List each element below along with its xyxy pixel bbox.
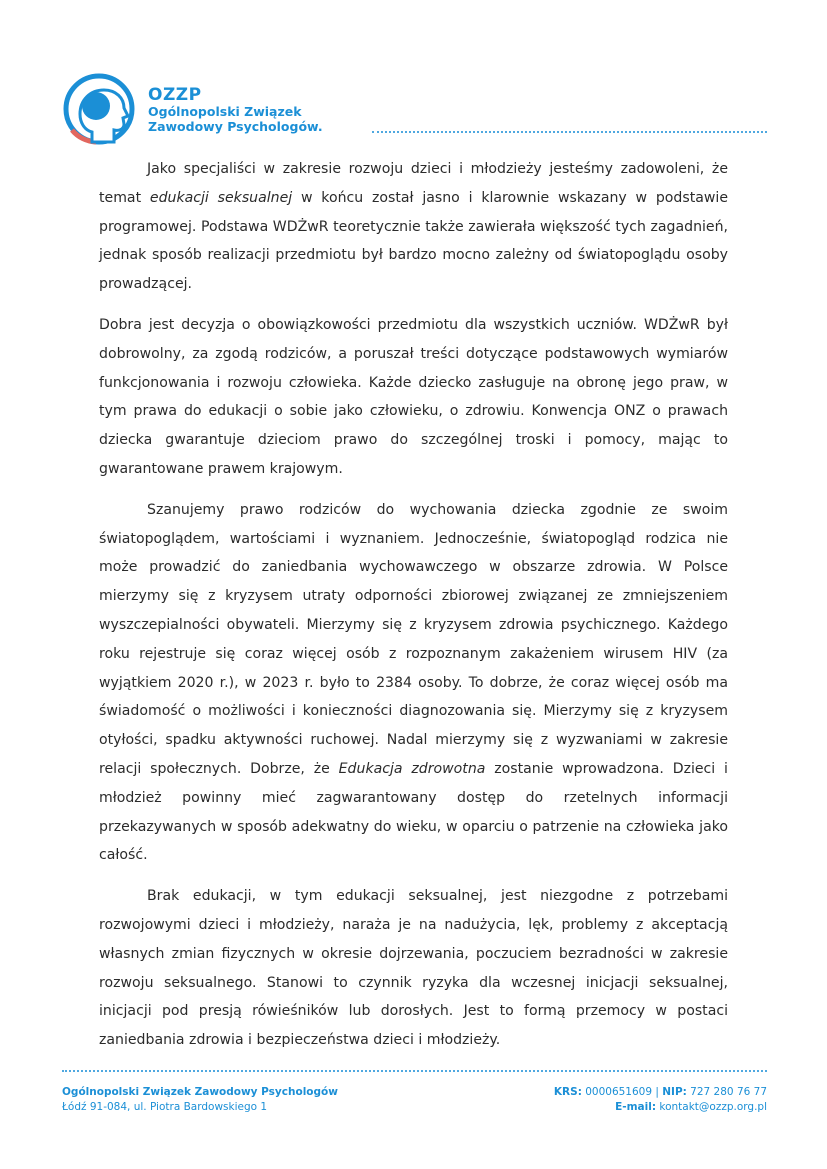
footer-registration xyxy=(554,1085,767,1100)
org-header xyxy=(148,86,323,134)
paragraph-1-emphasis: edukacji seksualnej xyxy=(149,189,293,206)
footer-org-name: Ogólnopolski Związek Zawodowy Psychologów xyxy=(62,1086,338,1098)
nip-value: 727 280 76 77 xyxy=(686,1086,767,1098)
org-name-line1: Ogólnopolski Związek xyxy=(148,104,302,119)
paragraph-3-part-b: zostanie wprowadzona. Dzieci i młodzież powinny mieć zagwarantowany dostęp do rzetelnych informacji przekazywanych w sposób adekwatny do wieku, w oparciu o patrzenie na człowieka jako całość. xyxy=(99,760,728,864)
head-profile-logo-icon xyxy=(62,72,136,146)
paragraph-3 xyxy=(99,496,728,870)
krs-value: 0000651609 | xyxy=(581,1086,663,1098)
document-body xyxy=(99,155,728,1067)
header-divider xyxy=(372,131,767,133)
paragraph-3-emphasis: Edukacja zdrowotna xyxy=(338,760,486,777)
paragraph-1-part-a: Jako specjaliści w zakresie rozwoju dzieci i młodzieży jesteśmy zadowoleni, że temat xyxy=(99,161,728,206)
paragraph-1 xyxy=(99,155,728,299)
footer-contact-block xyxy=(554,1085,767,1115)
org-name-line2-text: Zawodowy Psychologów xyxy=(148,119,318,134)
footer-address: Łódź 91-084, ul. Piotra Bardowskiego 1 xyxy=(62,1101,268,1113)
org-abbreviation: OZZP xyxy=(148,85,202,105)
email-label: E-mail: xyxy=(615,1101,657,1113)
footer-divider xyxy=(62,1070,767,1072)
footer-address-block xyxy=(62,1085,338,1115)
paragraph-3-part-a: Szanujemy prawo rodziców do wychowania dziecka zgodnie ze swoim światopoglądem, wartościami i wyznaniem. Jednocześnie, światopogląd rodzica nie może prowadzić do zaniedbania wychowawczego w obszarze zdrowia. W Polsce mierzymy się z kryzysem utraty odporności zbiorowej związanej ze zmniejszeniem wyszczepialności obywateli. Mierzymy się z kryzysem zdrowia psychicznego. Każdego roku rejestruje się coraz więcej osób z rozpoznanym zakażeniem wirusem HIV (za wyjątkiem 2020 r.), w 2023 r. było to 2384 osoby. To dobrze, że coraz więcej osób ma świadomość o możliwości i konieczności diagnozowania się. Mierzymy się z kryzysem otyłości, spadku aktywności ruchowej. Nadal mierzymy się z wyzwaniami w zakresie relacji społecznych. Dobrze, że xyxy=(99,501,728,777)
paragraph-2: Dobra jest decyzja o obowiązkowości przedmiotu dla wszystkich uczniów. WDŻwR był dobrowolny, za zgodą rodziców, a poruszał treści dotyczące podstawowych wymiarów funkcjonowania i rozwoju człowieka. Każde dziecko zasługuje na obronę jego praw, w tym prawa do edukacji o sobie jako człowieku, o zdrowiu. Konwencja ONZ o prawach dziecka gwarantuje dzieciom prawo do szczególnej troski i pomocy, mając to gwarantowane prawem krajowym. xyxy=(99,316,728,477)
paragraph-4: Brak edukacji, w tym edukacji seksualnej, jest niezgodne z potrzebami rozwojowymi dzieci i młodzieży, naraża je na nadużycia, lęk, problemy z akceptacją własnych zmian fizycznych w okresie dojrzewania, poczuciem bezradności w zakresie rozwoju seksualnego. Stanowi to czynnik ryzyka dla wczesnej inicjacji seksualnej, inicjacji pod presją rówieśników lub dorosłych. Jest to formą przemocy w postaci zaniedbania zdrowia i bezpieczeństwa dzieci i młodzieży. xyxy=(99,888,728,1049)
paragraph-1-part-b: w końcu został jasno i klarownie wskazany w podstawie programowej. Podstawa WDŻwR teoretycznie także zawierała większość tych zagadnień, jednak sposób realizacji przedmiotu był bardzo mocno zależny od światopoglądu osoby prowadzącej. xyxy=(99,189,728,293)
krs-label: KRS: xyxy=(553,1086,582,1098)
footer-email xyxy=(554,1100,767,1115)
nip-label: NIP: xyxy=(662,1086,687,1098)
email-link[interactable]: kontakt@ozzp.org.pl xyxy=(656,1101,767,1113)
org-name-dot: . xyxy=(317,119,323,134)
org-name-line2 xyxy=(148,119,323,134)
